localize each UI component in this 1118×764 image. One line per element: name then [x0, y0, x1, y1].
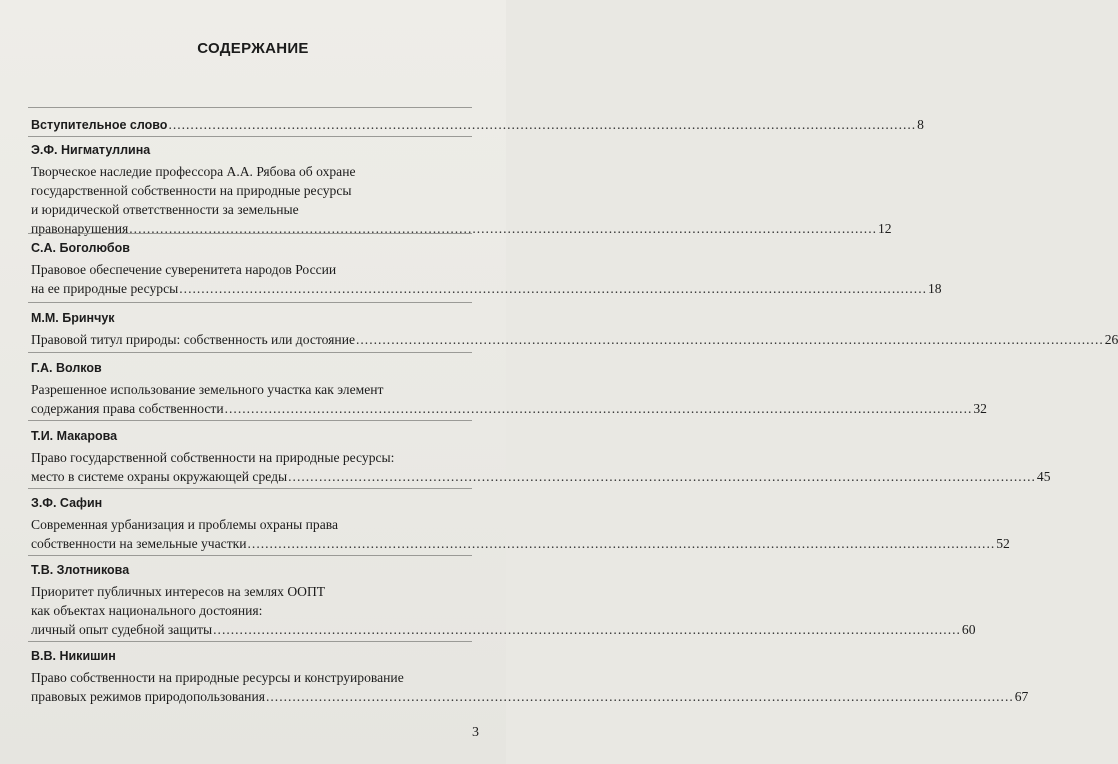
leader-dots: ..........................................................................................................................................................................	[213, 622, 961, 637]
entry-title-line: Приоритет публичных интересов на землях ООПТ	[31, 584, 326, 599]
leader-dots: ..........................................................................................................................................................................	[247, 536, 996, 551]
entry-page: 12	[878, 221, 892, 236]
leader-dots: ..........................................................................................................................................................................	[224, 401, 973, 416]
entry-title-line: место в системе охраны окружающей среды	[31, 469, 288, 484]
toc-entry[interactable]	[31, 562, 976, 639]
entry-page: 60	[961, 622, 976, 637]
toc-entry[interactable]	[31, 648, 1029, 706]
toc-entry[interactable]	[31, 495, 1010, 553]
entry-author: Т.В. Злотникова	[31, 563, 130, 577]
divider	[28, 107, 472, 108]
toc-entry[interactable]	[31, 310, 1118, 349]
leader-dots: ..........................................................................................................................................................................	[168, 117, 917, 132]
leader-dots: ..........................................................................................................................................................................	[356, 332, 1104, 347]
page-title: СОДЕРЖАНИЕ	[197, 40, 309, 57]
entry-title-line: как объектах национального достояния:	[31, 603, 263, 618]
entry-author: Э.Ф. Нигматуллина	[31, 143, 151, 157]
entry-page: 52	[996, 536, 1010, 551]
entry-page: 8	[917, 117, 924, 132]
toc-entry[interactable]	[31, 142, 892, 238]
divider	[28, 233, 472, 234]
toc-entry[interactable]	[31, 428, 1051, 486]
entry-page: 18	[928, 281, 942, 296]
toc-entry[interactable]	[31, 240, 942, 298]
entry-title-line: государственной собственности на природные ресурсы	[31, 183, 352, 198]
divider	[28, 641, 472, 642]
leader-dots: ..........................................................................................................................................................................	[288, 469, 1036, 484]
leader-dots: ..........................................................................................................................................................................	[266, 689, 1014, 704]
entry-title-line: Право государственной собственности на природные ресурсы:	[31, 450, 395, 465]
entry-author: З.Ф. Сафин	[31, 496, 103, 510]
entry-title: Вступительное слово	[31, 118, 168, 132]
entry-author: Т.И. Макарова	[31, 429, 118, 443]
divider	[28, 420, 472, 421]
divider	[28, 555, 472, 556]
entry-page: 67	[1014, 689, 1029, 704]
entry-title-line: Правовое обеспечение суверенитета народов России	[31, 262, 337, 277]
page-number: 3	[472, 725, 479, 740]
divider	[28, 352, 472, 353]
entry-author: С.А. Боголюбов	[31, 241, 130, 255]
entry-page: 32	[973, 401, 987, 416]
entry-title-line: на ее природные ресурсы	[31, 281, 179, 296]
entry-title-line: Разрешенное использование земельного участка как элемент	[31, 382, 384, 397]
entry-title-line: Современная урбанизация и проблемы охраны права	[31, 517, 339, 532]
entry-title-line: и юридической ответственности за земельные	[31, 202, 299, 217]
toc-entry-intro[interactable]	[31, 115, 924, 135]
divider	[28, 488, 472, 489]
entry-title-line: содержания права собственности	[31, 401, 224, 416]
entry-author: М.М. Бринчук	[31, 311, 115, 325]
divider	[28, 136, 472, 137]
entry-page: 26	[1104, 332, 1118, 347]
entry-title-line: Правовой титул природы: собственность или достояние	[31, 332, 355, 347]
entry-title-line: собственности на земельные участки	[31, 536, 247, 551]
entry-page: 45	[1036, 469, 1051, 484]
entry-title-line: Право собственности на природные ресурсы и конструирование	[31, 670, 404, 685]
entry-title-line: личный опыт судебной защиты	[31, 622, 213, 637]
entry-title-line: Творческое наследие профессора А.А. Рябова об охране	[31, 164, 356, 179]
entry-author: В.В. Никишин	[31, 649, 116, 663]
leader-dots: ..........................................................................................................................................................................	[129, 221, 877, 236]
leader-dots: ..........................................................................................................................................................................	[179, 281, 927, 296]
divider	[28, 302, 472, 303]
entry-title-line: правонарушения	[31, 221, 129, 236]
entry-title-line: правовых режимов природопользования	[31, 689, 265, 704]
toc-entry[interactable]	[31, 360, 987, 418]
entry-author: Г.А. Волков	[31, 361, 102, 375]
